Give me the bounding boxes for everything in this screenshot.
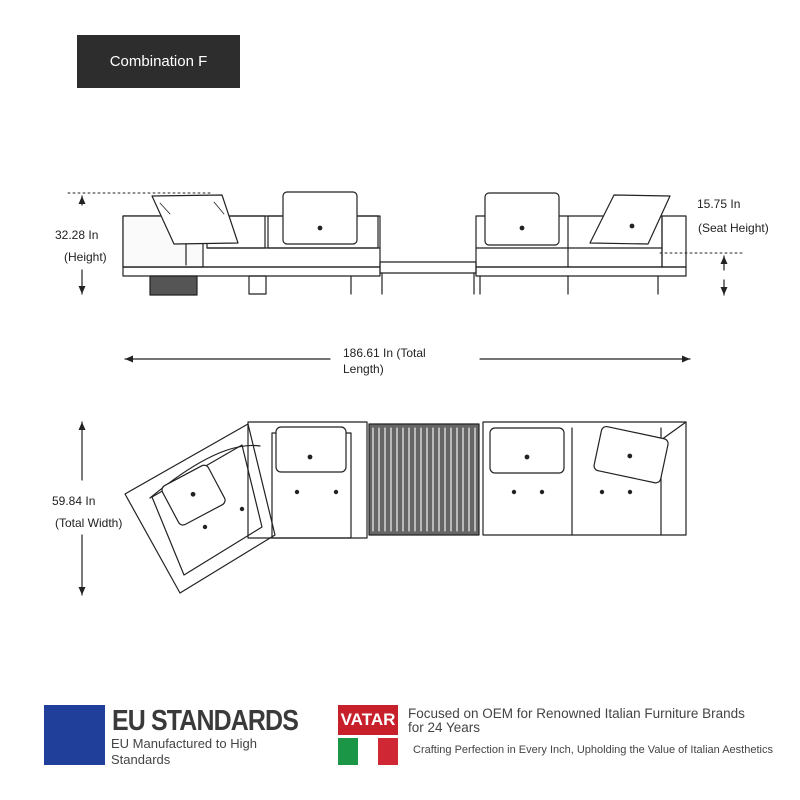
- vatar-subline: Crafting Perfection in Every Inch, Upholding the Value of Italian Aesthetics: [413, 744, 773, 756]
- total-length-label: 186.61 In (Total Length): [343, 346, 426, 377]
- combination-label: Combination F: [77, 35, 240, 88]
- seat-height-value: 15.75 In: [697, 197, 741, 211]
- eu-standards-subtitle: EU Manufactured to High Standards: [111, 736, 257, 767]
- seat-height-label: (Seat Height): [698, 221, 769, 235]
- total-width-value: 59.84 In: [52, 494, 96, 508]
- total-width-label: (Total Width): [55, 516, 123, 530]
- vatar-tagline: Focused on OEM for Renowned Italian Furniture Brands for 24 Years: [408, 706, 745, 736]
- height-value: 32.28 In: [55, 228, 99, 242]
- front-elevation: [123, 192, 686, 295]
- vatar-logo: VATAR: [338, 705, 398, 735]
- top-view: [125, 422, 686, 593]
- eu-standards-title: EU STANDARDS: [112, 705, 298, 737]
- eu-flag-icon: [44, 705, 105, 765]
- italy-flag-icon: [338, 738, 398, 765]
- height-label: (Height): [64, 250, 107, 264]
